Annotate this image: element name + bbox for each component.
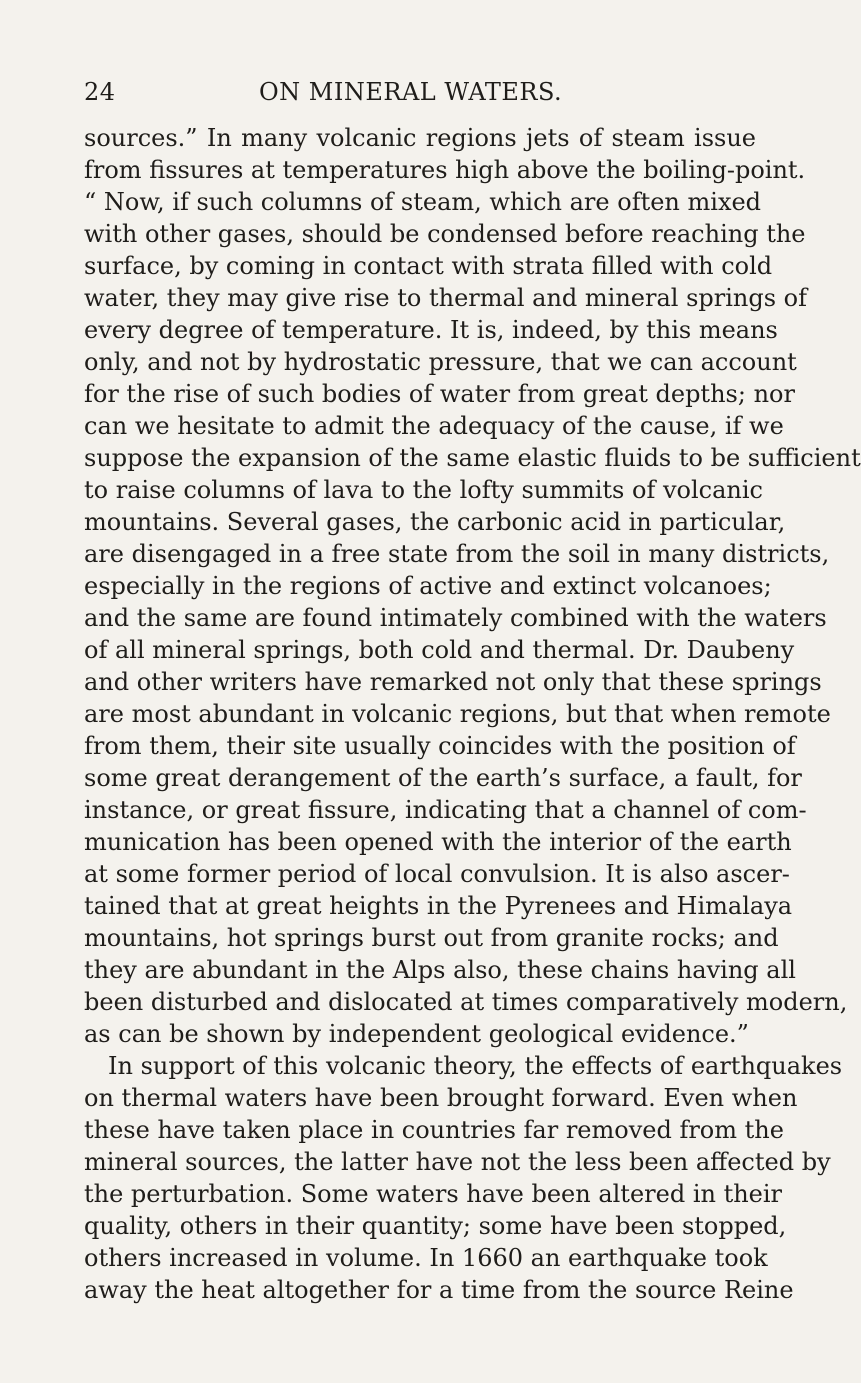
text-line: and the same are found intimately combined with the waters bbox=[84, 604, 827, 632]
text-line: can we hesitate to admit the adequacy of the cause, if we bbox=[84, 412, 784, 440]
text-line: the perturbation. Some waters have been altered in their bbox=[84, 1180, 783, 1208]
text-line: others increased in volume. In 1660 an earthquake took bbox=[84, 1244, 768, 1272]
text-line: away the heat altogether for a time from the source Reine bbox=[84, 1276, 794, 1304]
text-line: to raise columns of lava to the lofty summits of volcanic bbox=[84, 476, 763, 504]
text-line: munication has been opened with the interior of the earth bbox=[84, 828, 792, 856]
text-line: from them, their site usually coincides with the position of bbox=[84, 732, 796, 760]
text-line: they are abundant in the Alps also, these chains having all bbox=[84, 956, 796, 984]
text-line: suppose the expansion of the same elastic fluids to be sufficient bbox=[84, 444, 861, 472]
text-line: quality, others in their quantity; some have been stopped, bbox=[84, 1212, 787, 1240]
text-line: sources.” In many volcanic regions jets of steam issue bbox=[84, 124, 756, 152]
text-line: mountains, hot springs burst out from granite rocks; and bbox=[84, 924, 779, 952]
text-line: as can be shown by independent geological evidence.” bbox=[84, 1020, 749, 1048]
text-line: are disengaged in a free state from the soil in many districts, bbox=[84, 540, 830, 568]
body-text bbox=[84, 122, 861, 1306]
text-line: with other gases, should be condensed before reaching the bbox=[84, 220, 806, 248]
text-line: In support of this volcanic theory, the effects of earthquakes bbox=[108, 1052, 843, 1080]
text-line: tained that at great heights in the Pyrenees and Himalaya bbox=[84, 892, 793, 920]
text-line: been disturbed and dislocated at times comparatively modern, bbox=[84, 988, 848, 1016]
text-line: and other writers have remarked not only that these springs bbox=[84, 668, 822, 696]
text-line: from fissures at temperatures high above the boiling-point. bbox=[84, 156, 806, 184]
text-line: surface, by coming in contact with strata filled with cold bbox=[84, 252, 773, 280]
running-head: ON MINERAL WATERS. bbox=[259, 78, 563, 106]
text-line: every degree of temperature. It is, indeed, by this means bbox=[84, 316, 778, 344]
text-line: of all mineral springs, both cold and thermal. Dr. Daubeny bbox=[84, 636, 795, 664]
page-number: 24 bbox=[84, 78, 116, 106]
text-line: for the rise of such bodies of water from great depths; nor bbox=[84, 380, 795, 408]
text-line: at some former period of local convulsion. It is also ascer- bbox=[84, 860, 790, 888]
text-line: some great derangement of the earth’s surface, a fault, for bbox=[84, 764, 802, 792]
text-line: mineral sources, the latter have not the less been affected by bbox=[84, 1148, 831, 1176]
text-line: are most abundant in volcanic regions, but that when remote bbox=[84, 700, 831, 728]
page-header bbox=[84, 78, 744, 118]
text-line: mountains. Several gases, the carbonic acid in particular, bbox=[84, 508, 786, 536]
text-line: “ Now, if such columns of steam, which are often mixed bbox=[84, 188, 762, 216]
text-line: these have taken place in countries far removed from the bbox=[84, 1116, 784, 1144]
text-line: instance, or great fissure, indicating that a channel of com- bbox=[84, 796, 807, 824]
text-line: only, and not by hydrostatic pressure, that we can account bbox=[84, 348, 797, 376]
text-line: water, they may give rise to thermal and mineral springs of bbox=[84, 284, 807, 312]
text-line: especially in the regions of active and extinct volcanoes; bbox=[84, 572, 772, 600]
text-line: on thermal waters have been brought forward. Even when bbox=[84, 1084, 798, 1112]
